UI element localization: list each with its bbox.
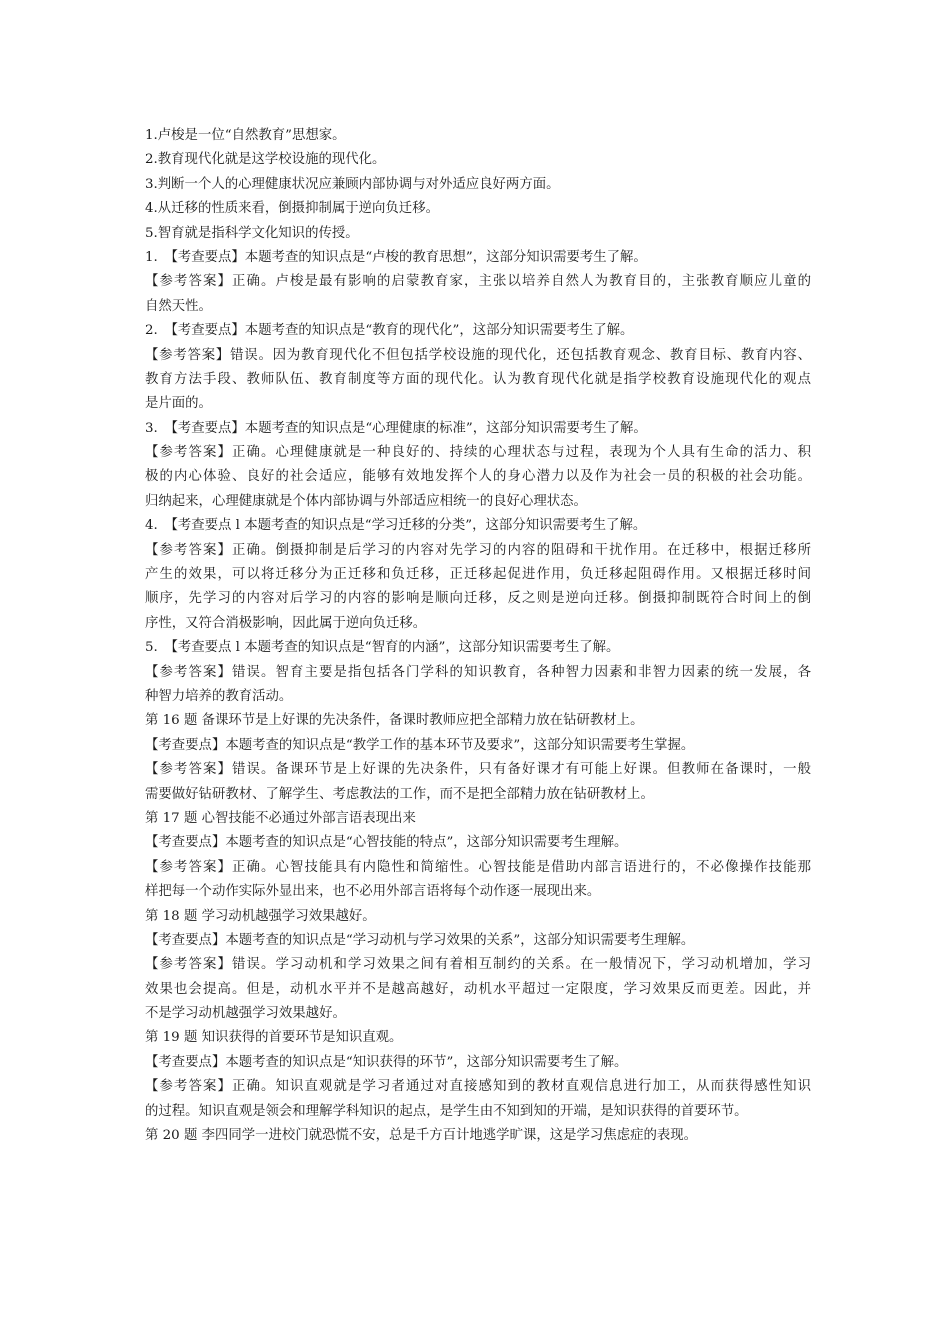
answer-3-line-1: 【参考答案】正确。心理健康就是一种良好的、持续的心理状态与过程，表现为个人具有生命的活力、积 xyxy=(145,445,811,461)
answer-3-line-3: 归纳起来，心理健康就是个体内部协调与外部适应相统一的良好心理状态。 xyxy=(145,493,587,509)
answer-3-line-2: 极的内心体验、良好的社会适应，能够有效地发挥个人的身心潜力以及作为社会一员的积极的社会功能。 xyxy=(145,469,811,485)
key-point-17: 【考查要点】本题考查的知识点是“心智技能的特点”，这部分知识需要考生理解。 xyxy=(145,835,628,851)
answer-16-line-2: 需要做好钻研教材、了解学生、考虑教法的工作，而不是把全部精力放在钻研教材上。 xyxy=(145,786,654,802)
question-17: 第 17 题 心智技能不必通过外部言语表现出来 xyxy=(145,810,416,826)
key-point-5: 5. 【考查要点 l 本题考查的知识点是“智育的内涵”，这部分知识需要考生了解。 xyxy=(145,640,620,656)
answer-18-line-1: 【参考答案】错误。学习动机和学习效果之间有着相互制约的关系。在一般情况下，学习动机增加，学习 xyxy=(145,957,811,973)
key-point-16: 【考查要点】本题考查的知识点是“教学工作的基本环节及要求”，这部分知识需要考生掌握。 xyxy=(145,737,695,753)
answer-17-line-1: 【参考答案】正确。心智技能具有内隐性和简缩性。心智技能是借助内部言语进行的，不必像操作技能那 xyxy=(145,859,811,875)
answer-16-line-1: 【参考答案】错误。备课环节是上好课的先决条件，只有备好课才有可能上好课。但教师在备课时，一般 xyxy=(145,762,811,778)
answer-1-line-1: 【参考答案】正确。卢梭是最有影响的启蒙教育家，主张以培养自然人为教育目的，主张教育顺应儿童的 xyxy=(145,274,811,290)
answer-1-line-2: 自然天性。 xyxy=(145,298,212,314)
question-20: 第 20 题 李四同学一进校门就恐慌不安，总是千方百计地逃学旷课，这是学习焦虑症的表现。 xyxy=(145,1128,698,1144)
answer-5-line-1: 【参考答案】错误。智育主要是指包括各门学科的知识教育，各种智力因素和非智力因素的统一发展，各 xyxy=(145,664,811,680)
answer-17-line-2: 样把每一个动作实际外显出来，也不必用外部言语将每个动作逐一展现出来。 xyxy=(145,884,601,900)
document-page xyxy=(145,124,811,1148)
answer-4-line-4: 序性，又符合消极影响，因此属于逆向负迁移。 xyxy=(145,615,427,631)
key-point-2: 2. 【考查要点】本题考查的知识点是“教育的现代化”，这部分知识需要考生了解。 xyxy=(145,323,634,339)
answer-4-line-3: 顺序，先学习的内容对后学习的内容的影响是顺向迁移，反之则是逆向迁移。倒摄抑制既符合时间上的倒 xyxy=(145,591,811,607)
question-16: 第 16 题 备课环节是上好课的先决条件，备课时教师应把全部精力放在钻研教材上。 xyxy=(145,713,644,729)
key-point-19: 【考查要点】本题考查的知识点是“知识获得的环节”，这部分知识需要考生了解。 xyxy=(145,1054,628,1070)
answer-2-line-1: 【参考答案】错误。因为教育现代化不但包括学校设施的现代化，还包括教育观念、教育目标、教育内容、 xyxy=(145,347,811,363)
answer-19-line-1: 【参考答案】正确。知识直观就是学习者通过对直接感知到的教材直观信息进行加工，从而获得感性知识 xyxy=(145,1079,811,1095)
answer-4-line-2: 产生的效果，可以将迁移分为正迁移和负迁移，正迁移起促进作用，负迁移起阻碍作用。又根据迁移时间 xyxy=(145,567,811,583)
key-point-4: 4. 【考查要点 l 本题考查的知识点是“学习迁移的分类”，这部分知识需要考生了解。 xyxy=(145,518,647,534)
answer-2-line-3: 是片面的。 xyxy=(145,396,212,412)
answer-19-line-2: 的过程。知识直观是领会和理解学科知识的起点，是学生由不知到知的开端，是知识获得的首要环节。 xyxy=(145,1103,748,1119)
answer-18-line-3: 不是学习动机越强学习效果越好。 xyxy=(145,1006,346,1022)
question-19: 第 19 题 知识获得的首要环节是知识直观。 xyxy=(145,1030,403,1046)
statement-1: 1.卢梭是一位“自然教育”思想家。 xyxy=(145,128,346,143)
statement-3: 3.判断一个人的心理健康状况应兼顾内部协调与对外适应良好两方面。 xyxy=(145,176,560,192)
key-point-18: 【考查要点】本题考查的知识点是“学习动机与学习效果的关系”，这部分知识需要考生理解。 xyxy=(145,932,695,948)
statement-5: 5.智育就是指科学文化知识的传授。 xyxy=(145,225,359,241)
answer-4-line-1: 【参考答案】正确。倒摄抑制是后学习的内容对先学习的内容的阻碍和干扰作用。在迁移中，根据迁移所 xyxy=(145,542,811,558)
statement-4: 4.从迁移的性质来看，倒摄抑制属于逆向负迁移。 xyxy=(145,201,439,217)
key-point-3: 3. 【考查要点】本题考查的知识点是“心理健康的标准”，这部分知识需要考生了解。 xyxy=(145,420,647,436)
question-18: 第 18 题 学习动机越强学习效果越好。 xyxy=(145,908,376,924)
answer-5-line-2: 种智力培养的教育活动。 xyxy=(145,688,293,704)
answer-2-line-2: 教育方法手段、教师队伍、教育制度等方面的现代化。认为教育现代化就是指学校教育设施现代化的观点 xyxy=(145,371,811,387)
key-point-1: 1. 【考查要点】本题考查的知识点是“卢梭的教育思想”，这部分知识需要考生了解。 xyxy=(145,249,647,265)
answer-18-line-2: 效果也会提高。但是，动机水平并不是越高越好，动机水平超过一定限度，学习效果反而更差。因此，并 xyxy=(145,981,811,997)
statement-2: 2.教育现代化就是这学校设施的现代化。 xyxy=(145,152,386,168)
